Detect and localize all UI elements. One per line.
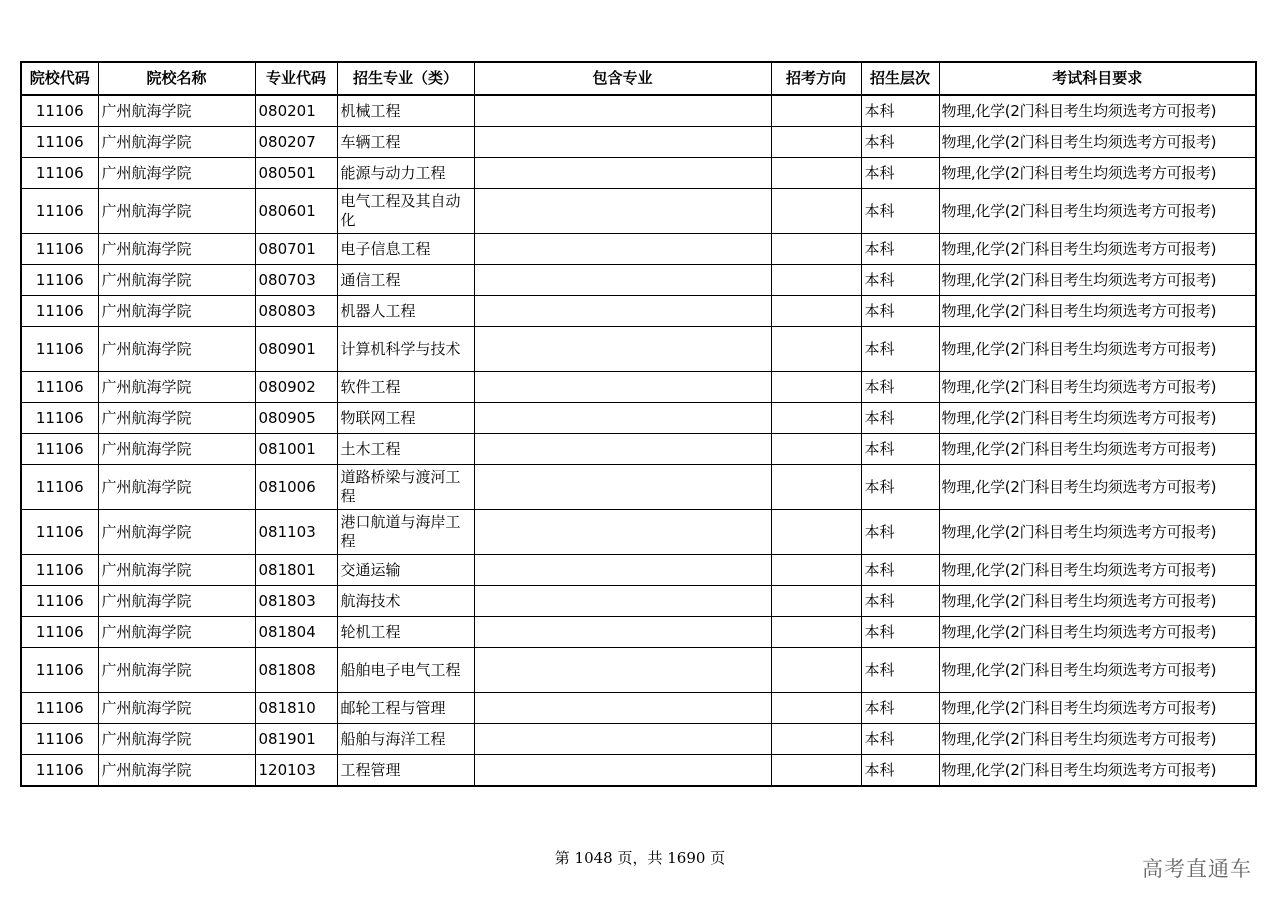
cell-included-majors [474,465,771,510]
cell-major: 航海技术 [337,586,474,617]
table-row [21,617,1256,648]
cell-included-majors [474,648,771,693]
cell-included-majors [474,555,771,586]
cell-school-code: 11106 [21,127,98,158]
cell-included-majors [474,234,771,265]
cell-school-code: 11106 [21,189,98,234]
cell-major-code: 080703 [255,265,337,296]
cell-school-name: 广州航海学院 [98,648,255,693]
header-included-majors: 包含专业 [474,62,771,95]
cell-major: 船舶电子电气工程 [337,648,474,693]
cell-major: 邮轮工程与管理 [337,693,474,724]
cell-major: 土木工程 [337,434,474,465]
table-header-row [21,62,1256,95]
cell-major: 软件工程 [337,372,474,403]
cell-major: 港口航道与海岸工程 [337,510,474,555]
cell-direction [771,296,861,327]
cell-included-majors [474,755,771,787]
cell-direction [771,95,861,127]
table-row [21,372,1256,403]
cell-level: 本科 [861,95,939,127]
cell-major: 轮机工程 [337,617,474,648]
cell-school-name: 广州航海学院 [98,617,255,648]
cell-major-code: 120103 [255,755,337,787]
cell-major: 能源与动力工程 [337,158,474,189]
cell-level: 本科 [861,617,939,648]
cell-major: 船舶与海洋工程 [337,724,474,755]
cell-direction [771,555,861,586]
cell-included-majors [474,724,771,755]
cell-school-code: 11106 [21,403,98,434]
cell-major-code: 080601 [255,189,337,234]
cell-major: 通信工程 [337,265,474,296]
cell-school-code: 11106 [21,234,98,265]
cell-included-majors [474,372,771,403]
cell-requirement: 物理,化学(2门科目考生均须选考方可报考) [939,403,1256,434]
admission-table [20,61,1257,787]
cell-school-name: 广州航海学院 [98,755,255,787]
cell-included-majors [474,586,771,617]
cell-school-code: 11106 [21,555,98,586]
cell-major: 交通运输 [337,555,474,586]
cell-included-majors [474,158,771,189]
cell-requirement: 物理,化学(2门科目考生均须选考方可报考) [939,693,1256,724]
table-row [21,189,1256,234]
cell-included-majors [474,189,771,234]
cell-direction [771,127,861,158]
header-school-name: 院校名称 [98,62,255,95]
cell-level: 本科 [861,586,939,617]
cell-included-majors [474,403,771,434]
table-row [21,555,1256,586]
cell-school-name: 广州航海学院 [98,434,255,465]
table-row [21,434,1256,465]
cell-direction [771,465,861,510]
cell-requirement: 物理,化学(2门科目考生均须选考方可报考) [939,724,1256,755]
cell-major-code: 080701 [255,234,337,265]
cell-major-code: 080901 [255,327,337,372]
cell-major: 物联网工程 [337,403,474,434]
cell-major: 车辆工程 [337,127,474,158]
cell-major-code: 080207 [255,127,337,158]
cell-school-code: 11106 [21,296,98,327]
cell-requirement: 物理,化学(2门科目考生均须选考方可报考) [939,127,1256,158]
table-row [21,724,1256,755]
cell-major-code: 080902 [255,372,337,403]
cell-school-code: 11106 [21,372,98,403]
cell-requirement: 物理,化学(2门科目考生均须选考方可报考) [939,555,1256,586]
cell-school-name: 广州航海学院 [98,234,255,265]
header-major: 招生专业（类） [337,62,474,95]
cell-school-code: 11106 [21,158,98,189]
header-direction: 招考方向 [771,62,861,95]
cell-school-name: 广州航海学院 [98,724,255,755]
cell-requirement: 物理,化学(2门科目考生均须选考方可报考) [939,189,1256,234]
cell-major: 电子信息工程 [337,234,474,265]
cell-direction [771,403,861,434]
cell-school-code: 11106 [21,586,98,617]
cell-school-name: 广州航海学院 [98,403,255,434]
cell-direction [771,648,861,693]
cell-level: 本科 [861,127,939,158]
cell-included-majors [474,127,771,158]
cell-requirement: 物理,化学(2门科目考生均须选考方可报考) [939,158,1256,189]
table-row [21,755,1256,787]
cell-requirement: 物理,化学(2门科目考生均须选考方可报考) [939,510,1256,555]
cell-school-code: 11106 [21,724,98,755]
cell-major: 机器人工程 [337,296,474,327]
table-row [21,510,1256,555]
cell-included-majors [474,296,771,327]
cell-level: 本科 [861,755,939,787]
cell-school-code: 11106 [21,617,98,648]
cell-school-name: 广州航海学院 [98,693,255,724]
cell-level: 本科 [861,327,939,372]
cell-included-majors [474,617,771,648]
cell-requirement: 物理,化学(2门科目考生均须选考方可报考) [939,755,1256,787]
cell-included-majors [474,510,771,555]
cell-major-code: 081804 [255,617,337,648]
cell-level: 本科 [861,434,939,465]
cell-direction [771,434,861,465]
cell-school-name: 广州航海学院 [98,296,255,327]
cell-school-name: 广州航海学院 [98,158,255,189]
table-body [21,95,1256,786]
table-row [21,95,1256,127]
cell-major-code: 080905 [255,403,337,434]
cell-major-code: 081901 [255,724,337,755]
cell-direction [771,510,861,555]
header-requirement: 考试科目要求 [939,62,1256,95]
cell-major-code: 081803 [255,586,337,617]
cell-school-code: 11106 [21,265,98,296]
cell-major-code: 081808 [255,648,337,693]
cell-direction [771,724,861,755]
table-row [21,465,1256,510]
cell-school-code: 11106 [21,648,98,693]
cell-school-code: 11106 [21,693,98,724]
cell-level: 本科 [861,465,939,510]
cell-major-code: 081103 [255,510,337,555]
cell-school-code: 11106 [21,434,98,465]
cell-requirement: 物理,化学(2门科目考生均须选考方可报考) [939,648,1256,693]
table-row [21,693,1256,724]
table-row [21,327,1256,372]
cell-school-name: 广州航海学院 [98,555,255,586]
page-number: 第 1048 页，共 1690 页 [554,849,726,867]
table-row [21,648,1256,693]
cell-school-name: 广州航海学院 [98,510,255,555]
cell-requirement: 物理,化学(2门科目考生均须选考方可报考) [939,372,1256,403]
header-level: 招生层次 [861,62,939,95]
cell-direction [771,617,861,648]
cell-school-name: 广州航海学院 [98,465,255,510]
cell-direction [771,693,861,724]
watermark-text: 高考直通车 [1142,857,1252,881]
cell-requirement: 物理,化学(2门科目考生均须选考方可报考) [939,434,1256,465]
cell-direction [771,586,861,617]
header-school-code: 院校代码 [21,62,98,95]
table-row [21,586,1256,617]
cell-requirement: 物理,化学(2门科目考生均须选考方可报考) [939,327,1256,372]
cell-school-code: 11106 [21,327,98,372]
cell-direction [771,189,861,234]
cell-major-code: 081810 [255,693,337,724]
cell-major: 电气工程及其自动化 [337,189,474,234]
cell-requirement: 物理,化学(2门科目考生均须选考方可报考) [939,586,1256,617]
cell-major-code: 080201 [255,95,337,127]
cell-included-majors [474,693,771,724]
cell-level: 本科 [861,648,939,693]
table-row [21,265,1256,296]
cell-major-code: 080501 [255,158,337,189]
cell-level: 本科 [861,510,939,555]
cell-major: 工程管理 [337,755,474,787]
cell-level: 本科 [861,296,939,327]
cell-school-name: 广州航海学院 [98,127,255,158]
cell-school-code: 11106 [21,465,98,510]
cell-requirement: 物理,化学(2门科目考生均须选考方可报考) [939,465,1256,510]
cell-level: 本科 [861,372,939,403]
cell-level: 本科 [861,555,939,586]
table-row [21,403,1256,434]
cell-level: 本科 [861,158,939,189]
cell-direction [771,755,861,787]
table-row [21,234,1256,265]
cell-school-name: 广州航海学院 [98,95,255,127]
cell-level: 本科 [861,265,939,296]
cell-level: 本科 [861,189,939,234]
cell-school-code: 11106 [21,95,98,127]
cell-level: 本科 [861,724,939,755]
cell-major: 计算机科学与技术 [337,327,474,372]
cell-included-majors [474,434,771,465]
cell-level: 本科 [861,234,939,265]
table-row [21,296,1256,327]
cell-direction [771,158,861,189]
cell-level: 本科 [861,403,939,434]
cell-requirement: 物理,化学(2门科目考生均须选考方可报考) [939,234,1256,265]
table-row [21,158,1256,189]
cell-requirement: 物理,化学(2门科目考生均须选考方可报考) [939,296,1256,327]
cell-school-name: 广州航海学院 [98,189,255,234]
cell-direction [771,265,861,296]
cell-major-code: 081006 [255,465,337,510]
cell-major-code: 081801 [255,555,337,586]
cell-level: 本科 [861,693,939,724]
cell-direction [771,234,861,265]
cell-included-majors [474,95,771,127]
cell-major: 机械工程 [337,95,474,127]
cell-school-code: 11106 [21,510,98,555]
cell-school-name: 广州航海学院 [98,372,255,403]
cell-school-name: 广州航海学院 [98,265,255,296]
cell-school-name: 广州航海学院 [98,586,255,617]
cell-school-code: 11106 [21,755,98,787]
cell-major-code: 080803 [255,296,337,327]
cell-direction [771,372,861,403]
table-row [21,127,1256,158]
cell-direction [771,327,861,372]
cell-included-majors [474,327,771,372]
cell-requirement: 物理,化学(2门科目考生均须选考方可报考) [939,95,1256,127]
cell-requirement: 物理,化学(2门科目考生均须选考方可报考) [939,265,1256,296]
cell-major: 道路桥梁与渡河工程 [337,465,474,510]
header-major-code: 专业代码 [255,62,337,95]
cell-major-code: 081001 [255,434,337,465]
cell-included-majors [474,265,771,296]
cell-school-name: 广州航海学院 [98,327,255,372]
cell-requirement: 物理,化学(2门科目考生均须选考方可报考) [939,617,1256,648]
